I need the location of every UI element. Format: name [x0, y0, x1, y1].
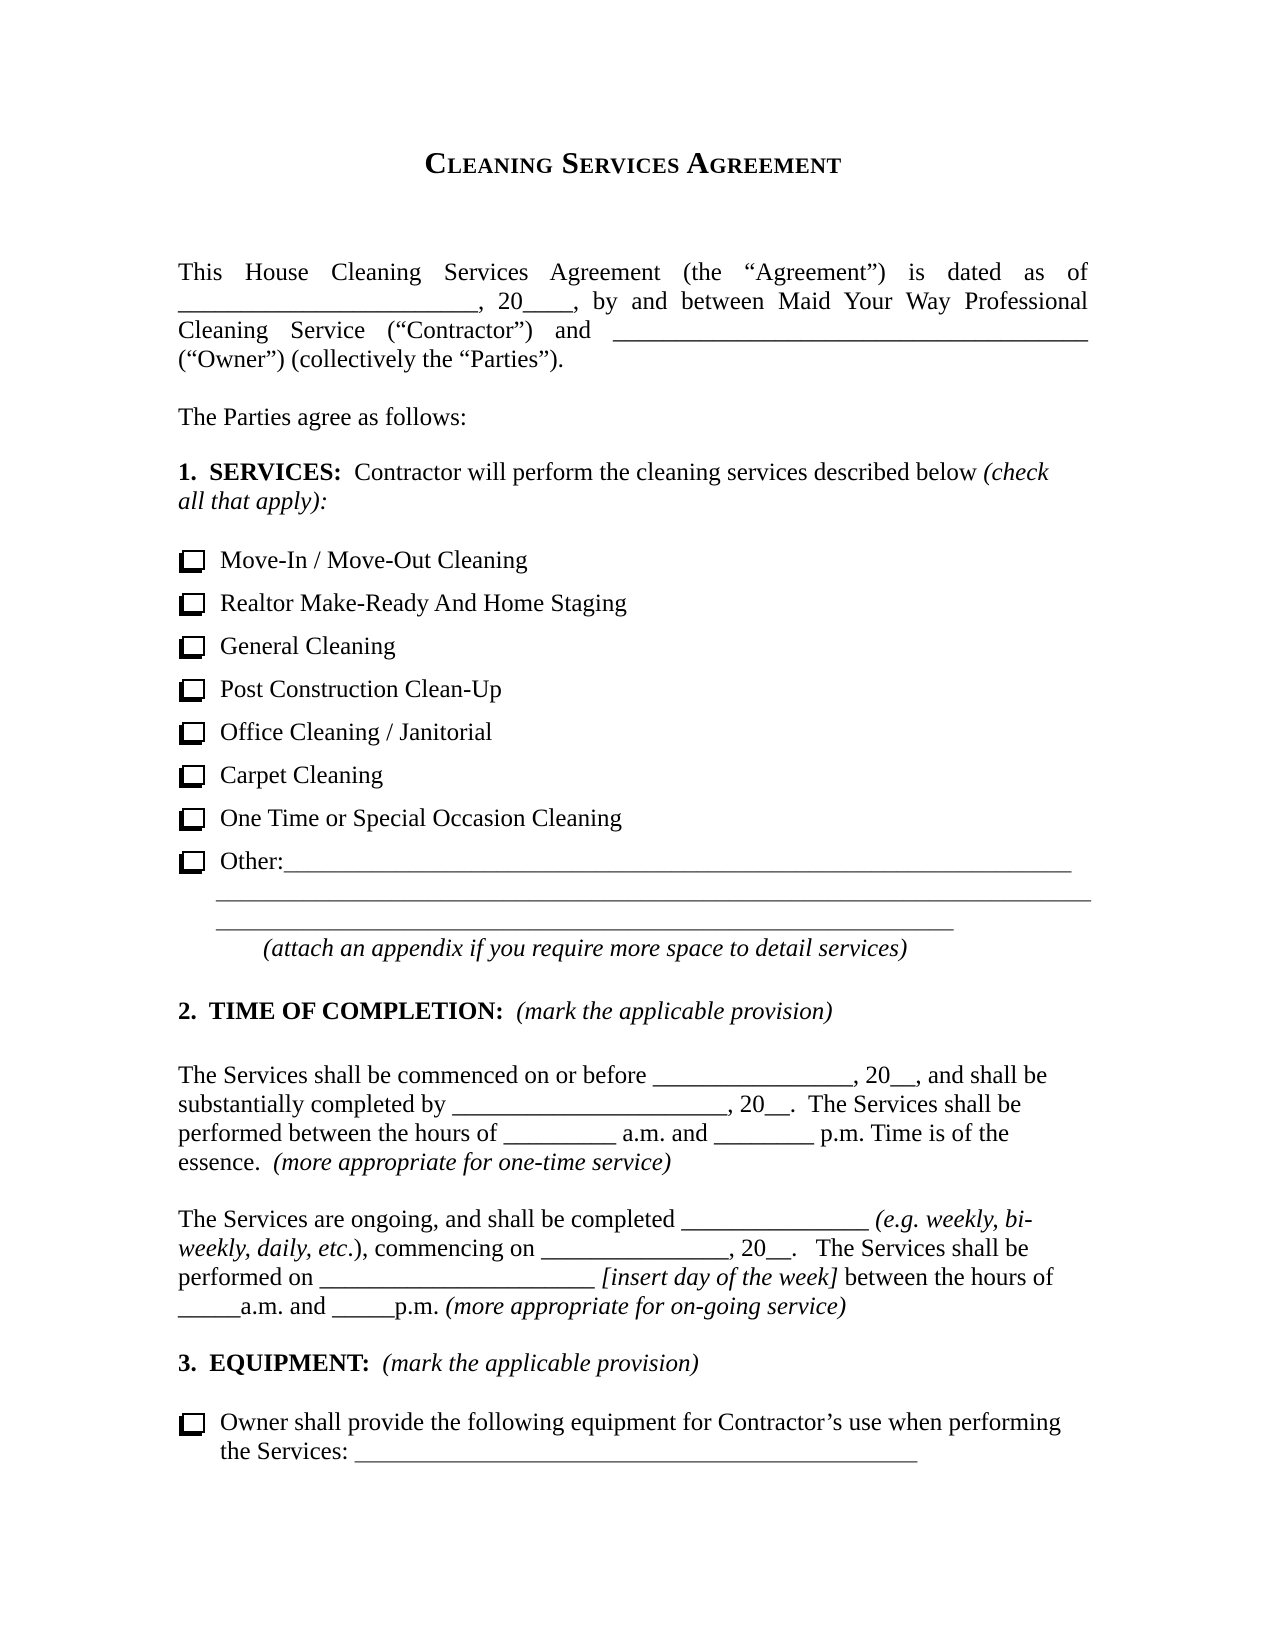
- section2-heading-note: (mark the applicable provision): [516, 998, 833, 1025]
- checkbox-label: Carpet Cleaning: [220, 762, 384, 789]
- checkbox-label: Office Cleaning / Janitorial: [220, 719, 493, 746]
- fill-blank[interactable]: ______________________________________________________________________: [216, 877, 1091, 904]
- checkbox-icon[interactable]: [182, 722, 205, 742]
- s2p2-line4: _____a.m. and _____p.m. (more appropriate for on-going service): [178, 1293, 847, 1320]
- checkbox-icon[interactable]: [182, 765, 205, 785]
- appendix-caption: (attach an appendix if you require more space to detail services): [263, 935, 908, 962]
- checkbox-label: Post Construction Clean-Up: [220, 676, 502, 703]
- other-continuation-line-2: [216, 905, 1088, 934]
- section3-number-label: 3. EQUIPMENT:: [178, 1350, 383, 1377]
- intro-line-3: Cleaning Service (“Contractor”) and ______________________________________: [178, 317, 1088, 344]
- s2p2-line3: performed on ______________________ [insert day of the week] between the hours of: [178, 1264, 1054, 1291]
- other-fill-blank[interactable]: _______________________________________________________________: [283, 848, 1072, 875]
- checkbox-row-post-construction[interactable]: [178, 675, 1088, 704]
- checkbox-row-carpet[interactable]: [178, 761, 1088, 790]
- checkbox-icon[interactable]: [182, 550, 205, 570]
- equipment-fill-blank[interactable]: _____________________________________________: [354, 1438, 918, 1465]
- s2p2-line1: The Services are ongoing, and shall be completed _______________ (e.g. weekly, bi-: [178, 1206, 1033, 1233]
- document-title: Cleaning Services Agreement: [424, 145, 842, 180]
- section1-heading-text: Contractor will perform the cleaning services described below: [341, 459, 984, 486]
- section1-heading: [178, 458, 1088, 516]
- checkbox-row-one-time[interactable]: [178, 804, 1088, 833]
- s2p1-line1: The Services shall be commenced on or before ________________, 20__, and shall be: [178, 1062, 1048, 1089]
- checkbox-icon[interactable]: [182, 679, 205, 699]
- section1-heading-italic: (check: [983, 459, 1049, 486]
- checkbox-label: General Cleaning: [220, 633, 396, 660]
- parties-agree-text: The Parties agree as follows:: [178, 404, 467, 431]
- services-checklist: [178, 546, 1088, 876]
- section1-heading-line1: [178, 458, 1088, 487]
- section1-heading-line2: all that apply):: [178, 488, 328, 515]
- intro-line-1: This House Cleaning Services Agreement (the “Agreement”) is dated as of: [178, 259, 1088, 286]
- checkbox-row-office[interactable]: [178, 718, 1088, 747]
- intro-line-4: (“Owner”) (collectively the “Parties”).: [178, 346, 564, 373]
- checkbox-row-move-in[interactable]: [178, 546, 1088, 575]
- s2p2-line2: weekly, daily, etc.), commencing on _______________, 20__. The Services shall be: [178, 1235, 1029, 1262]
- checkbox-row-other[interactable]: [178, 847, 1088, 876]
- equipment-line1: Owner shall provide the following equipment for Contractor’s use when performing: [220, 1409, 1062, 1436]
- other-continuation-line-1: [216, 876, 1091, 905]
- checkbox-label: Other:: [220, 848, 284, 875]
- section2-paragraph1: [178, 1061, 1088, 1177]
- checkbox-icon[interactable]: [182, 1413, 205, 1433]
- section3-heading: [178, 1349, 1088, 1378]
- equipment-checkbox-row[interactable]: [178, 1408, 1088, 1466]
- section2-heading: [178, 997, 1088, 1026]
- checkbox-label: One Time or Special Occasion Cleaning: [220, 805, 623, 832]
- checkbox-label: Move-In / Move-Out Cleaning: [220, 547, 528, 574]
- checkbox-icon[interactable]: [182, 593, 205, 613]
- equipment-line2: the Services: _____________________________________________: [220, 1438, 918, 1465]
- checkbox-icon[interactable]: [182, 851, 205, 871]
- s2p1-line2: substantially completed by ______________________, 20__. The Services shall be: [178, 1091, 1022, 1118]
- section2-paragraph2: [178, 1205, 1088, 1321]
- section2-number-label: 2. TIME OF COMPLETION:: [178, 998, 517, 1025]
- intro-paragraph: [178, 258, 1088, 374]
- equipment-item-text: [220, 1408, 1088, 1466]
- section3-heading-note: (mark the applicable provision): [382, 1350, 699, 1377]
- checkbox-row-general[interactable]: [178, 632, 1088, 661]
- checkbox-icon[interactable]: [182, 636, 205, 656]
- s2p1-line4: essence. (more appropriate for one-time service): [178, 1149, 672, 1176]
- section1-number-label: 1. SERVICES:: [178, 459, 342, 486]
- checkbox-icon[interactable]: [182, 808, 205, 828]
- s2p1-line3: performed between the hours of _________ a.m. and ________ p.m. Time is of the: [178, 1120, 1010, 1147]
- fill-blank[interactable]: ___________________________________________________________: [216, 906, 954, 933]
- checkbox-row-realtor[interactable]: [178, 589, 1088, 618]
- checkbox-label: Realtor Make-Ready And Home Staging: [220, 590, 627, 617]
- intro-line-2: ________________________, 20____, by and between Maid Your Way Professional: [178, 288, 1088, 315]
